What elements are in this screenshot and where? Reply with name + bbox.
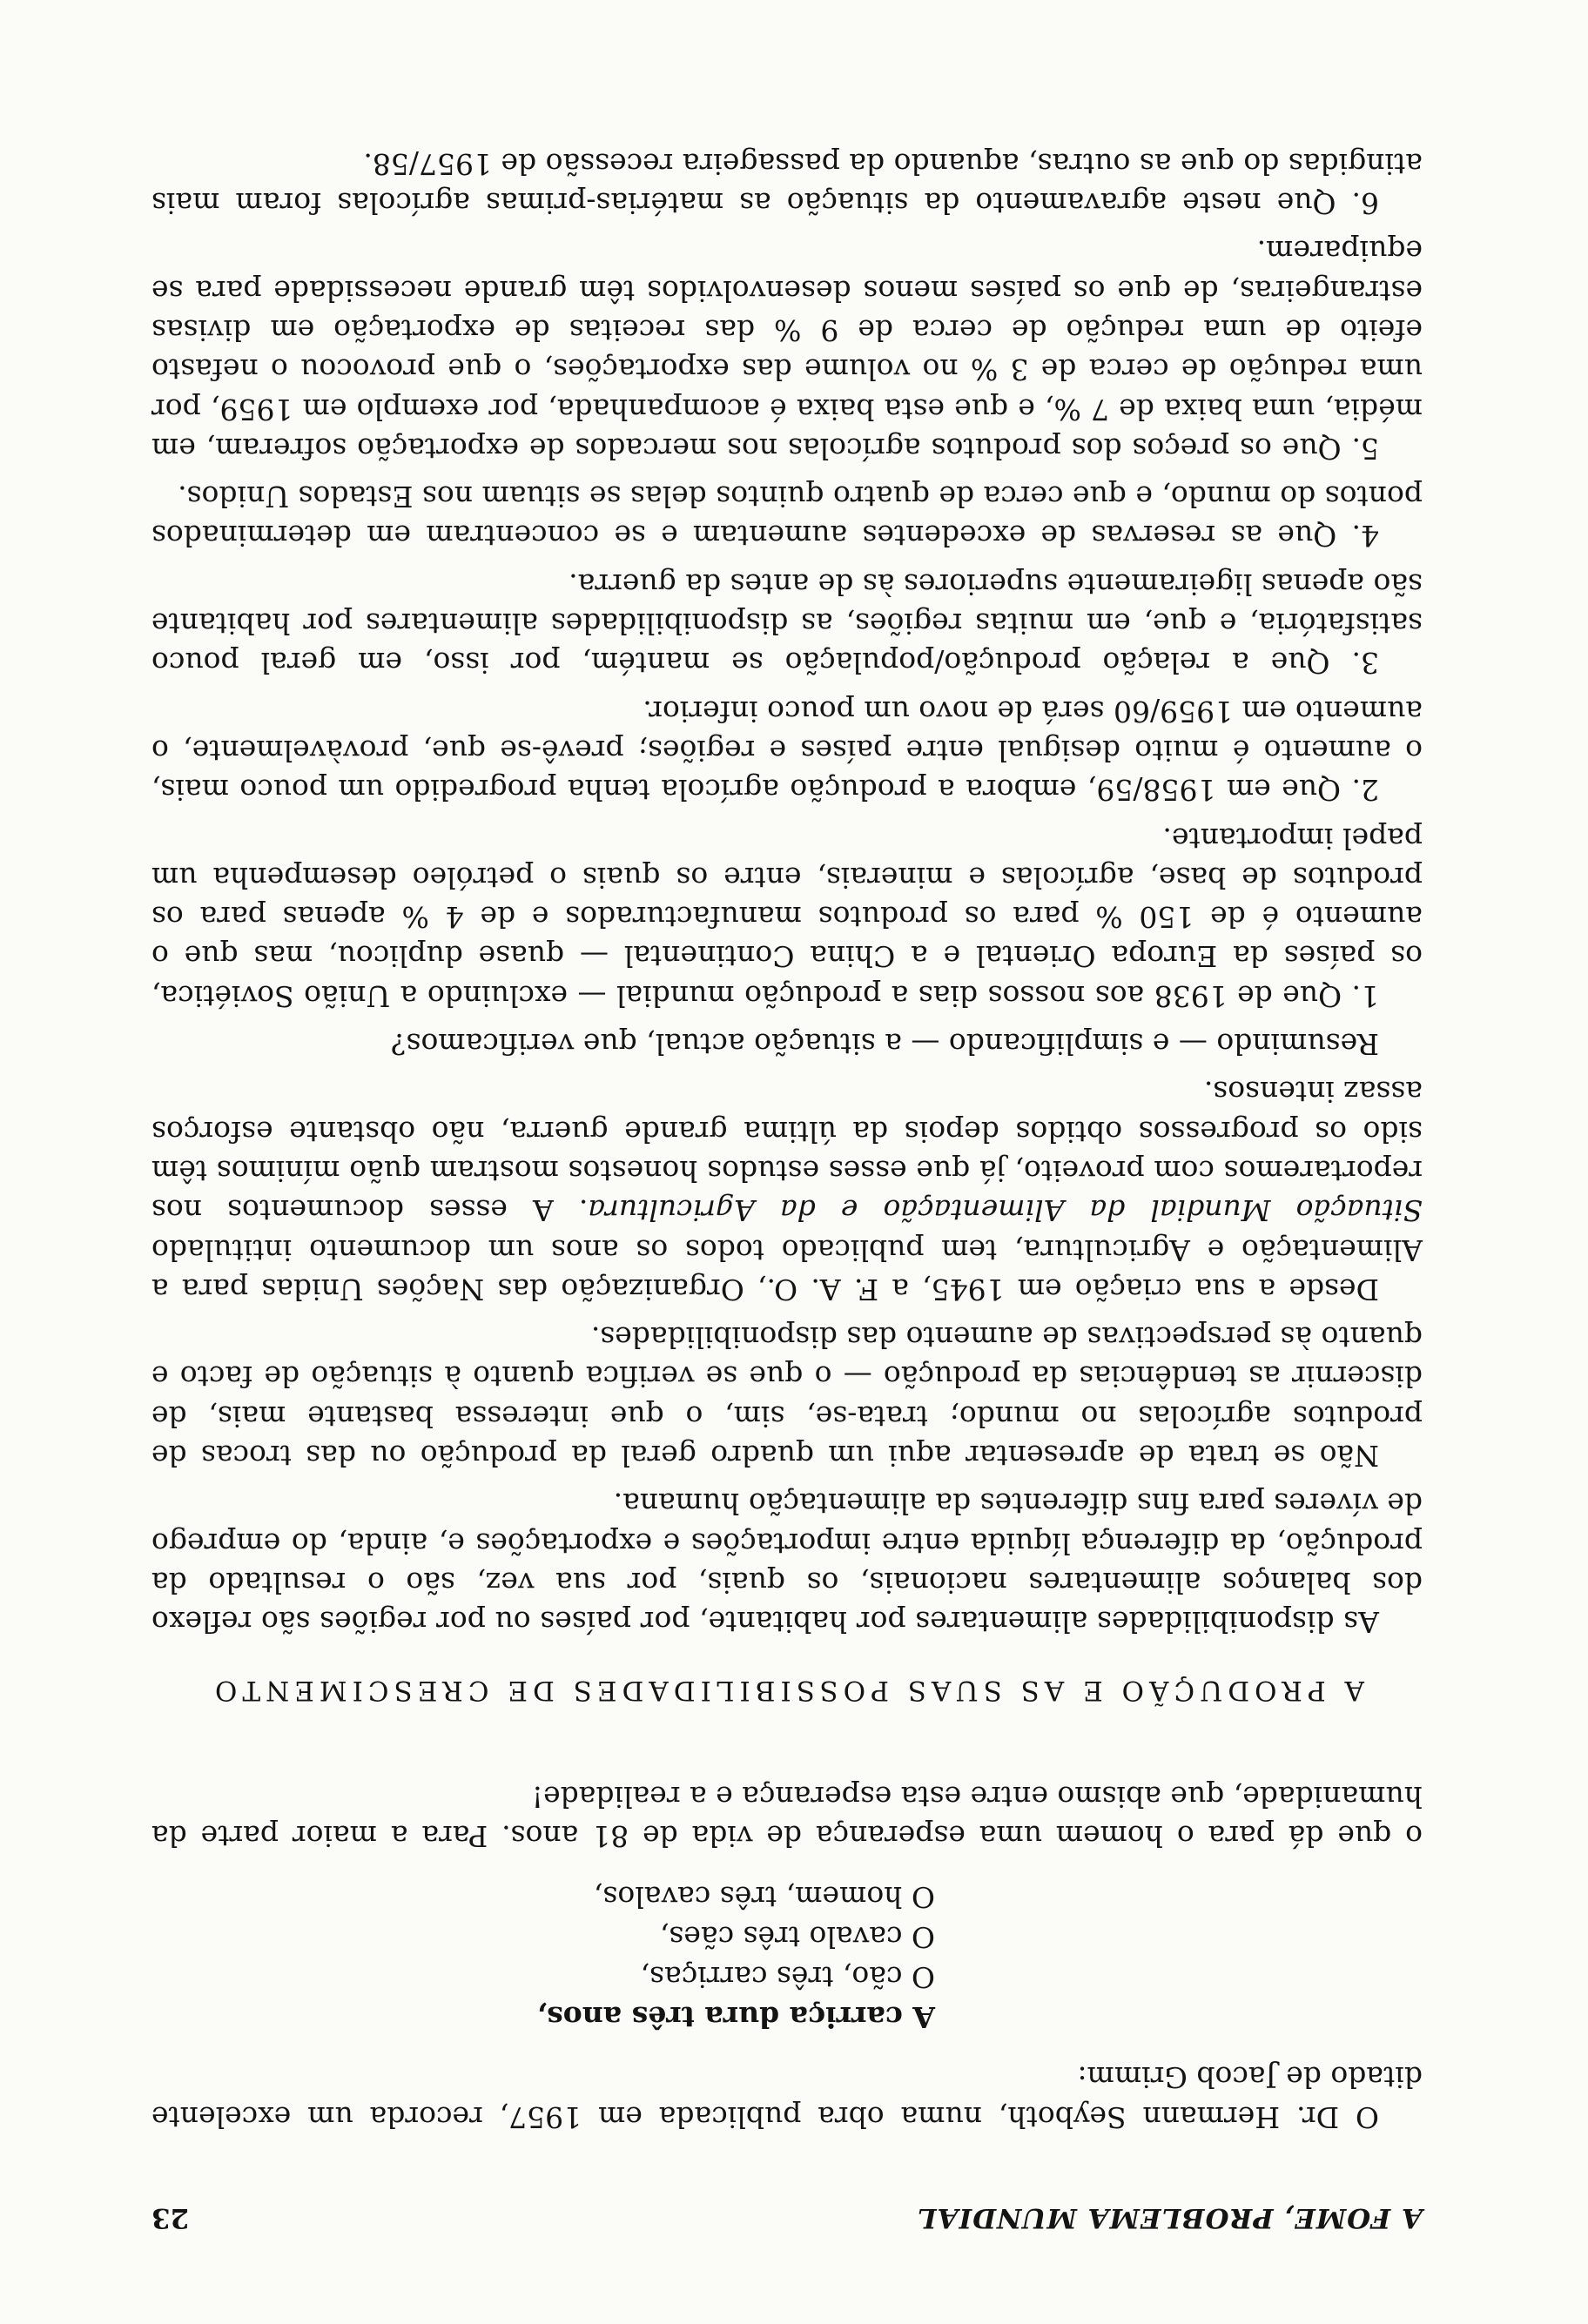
list-item-6: 6. Que neste agravamento da situação as matérias-primas agrícolas foram mais atingidas do que as outras, aquando da passageira recessão de 1957/58.: [151, 146, 1423, 221]
verse-line: O cavalo três cães,: [659, 1920, 935, 1955]
paragraph-text: . A esses documentos nos reportaremos com proveito, já que esses estudos honestos mostram quão mínimos têm sido os progressos obtidos depois da última grande guerra, não obstante esforços assaz intensos.: [151, 1075, 1423, 1228]
paragraph: Não se trata de apresentar aqui um quadro geral da produção ou das trocas de produtos agrícolas no mundo; trata-se, sim, o que interessa bastante mais, de discernir as tendências da produção — o que se verifica quanto à situação de facto e quanto às perspectivas de aumento das disponibilidades.: [151, 1320, 1423, 1474]
running-title: A FOME, PROBLEMA MUNDIAL: [916, 2202, 1423, 2233]
verse-conclusion: o que dá para o homem uma esperança de vida de 81 anos. Para a maior parte da humanidade, que abismo entre esta esperança e a realidade!: [151, 1779, 1423, 1854]
paragraph-fao: [151, 1072, 1423, 1309]
section-heading: A PRODUÇÃO E AS SUAS POSSIBILIDADES DE CRESCIMENTO: [210, 1674, 1364, 1706]
verse-line: O cão, três carriças,: [640, 1960, 935, 1995]
verse-block: [151, 1877, 935, 2037]
running-header: [151, 2198, 1423, 2237]
paragraph: As disponibilidades alimentares por habitante, por países ou por regiões são reflexo dos balanços alimentares nacionais, os quais, por sua vez, são o resultado da produção, da diferença líquida entre importações e exportações e, ainda, do emprego de víveres para fins diferentes da alimentação humana.: [151, 1487, 1423, 1640]
verse-line: A carriça dura três anos,: [536, 2000, 935, 2035]
paragraph-text: Desde a sua criação em 1945, a F. A. O., Organização das Nações Unidas para a Alimentação e Agricultura, tem publicado todos os anos um documento intitulado: [151, 1233, 1423, 1306]
page-content: [151, 144, 1423, 2237]
verse-line: O homem, três cavalos,: [593, 1880, 935, 1915]
list-item-4: 4. Que as reservas de excedentes aumentam e se concentram em determinados pontos do mundo, e que cerca de quatro quintos delas se situam nos Estados Unidos.: [151, 480, 1423, 554]
list-item-3: 3. Que a relação produção/população se mantém, por isso, em geral pouco satisfatória, e que, em muitas regiões, as disponibilidades alimentares por habitante são apenas ligeiramente superiores às de antes da guerra.: [151, 567, 1423, 681]
page-number: 23: [151, 2202, 190, 2233]
list-item-5: 5. Que os preços dos produtos agrícolas nos mercados de exportação sofreram, em média, uma baixa de 7 %, e que esta baixa é acompanhada, por exemplo em 1959, por uma redução de cerca de 3 % no volume das exportações, o que provocou o nefasto efeito de uma redução de cerca de 9 % das receitas de exportação em divisas estrangeiras, de que os países menos desenvolvidos têm grande necessidade para se equiparem.: [151, 234, 1423, 466]
list-item-1: 1. Que de 1938 aos nossos dias a produção mundial — excluindo a União Soviética, os países da Europa Oriental e a China Continental — quase duplicou, mas que o aumento é de 150 % para os produtos manufacturados e de 4 % apenas para os produtos de base, agrícolas e minerais, entre os quais o petróleo desempenha um papel importante.: [151, 821, 1423, 1013]
paragraph-summary: Resumindo — e simplificando — a situação actual, que verificamos?: [390, 1027, 1379, 1062]
intro-paragraph: O Dr. Hermann Seyboth, numa obra publicada em 1957, recorda um excelente ditado de Jacob Grimm:: [151, 2060, 1423, 2134]
list-item-2: 2. Que em 1958/59, embora a produção agrícola tenha progredido um pouco mais, o aumento é muito desigual entre países e regiões; prevê-se que, provàvelmente, o aumento em 1959/60 será de novo um pouco inferior.: [151, 694, 1423, 808]
document-title: Situação Mundial da Alimentação e da Agricultura: [588, 1193, 1423, 1228]
